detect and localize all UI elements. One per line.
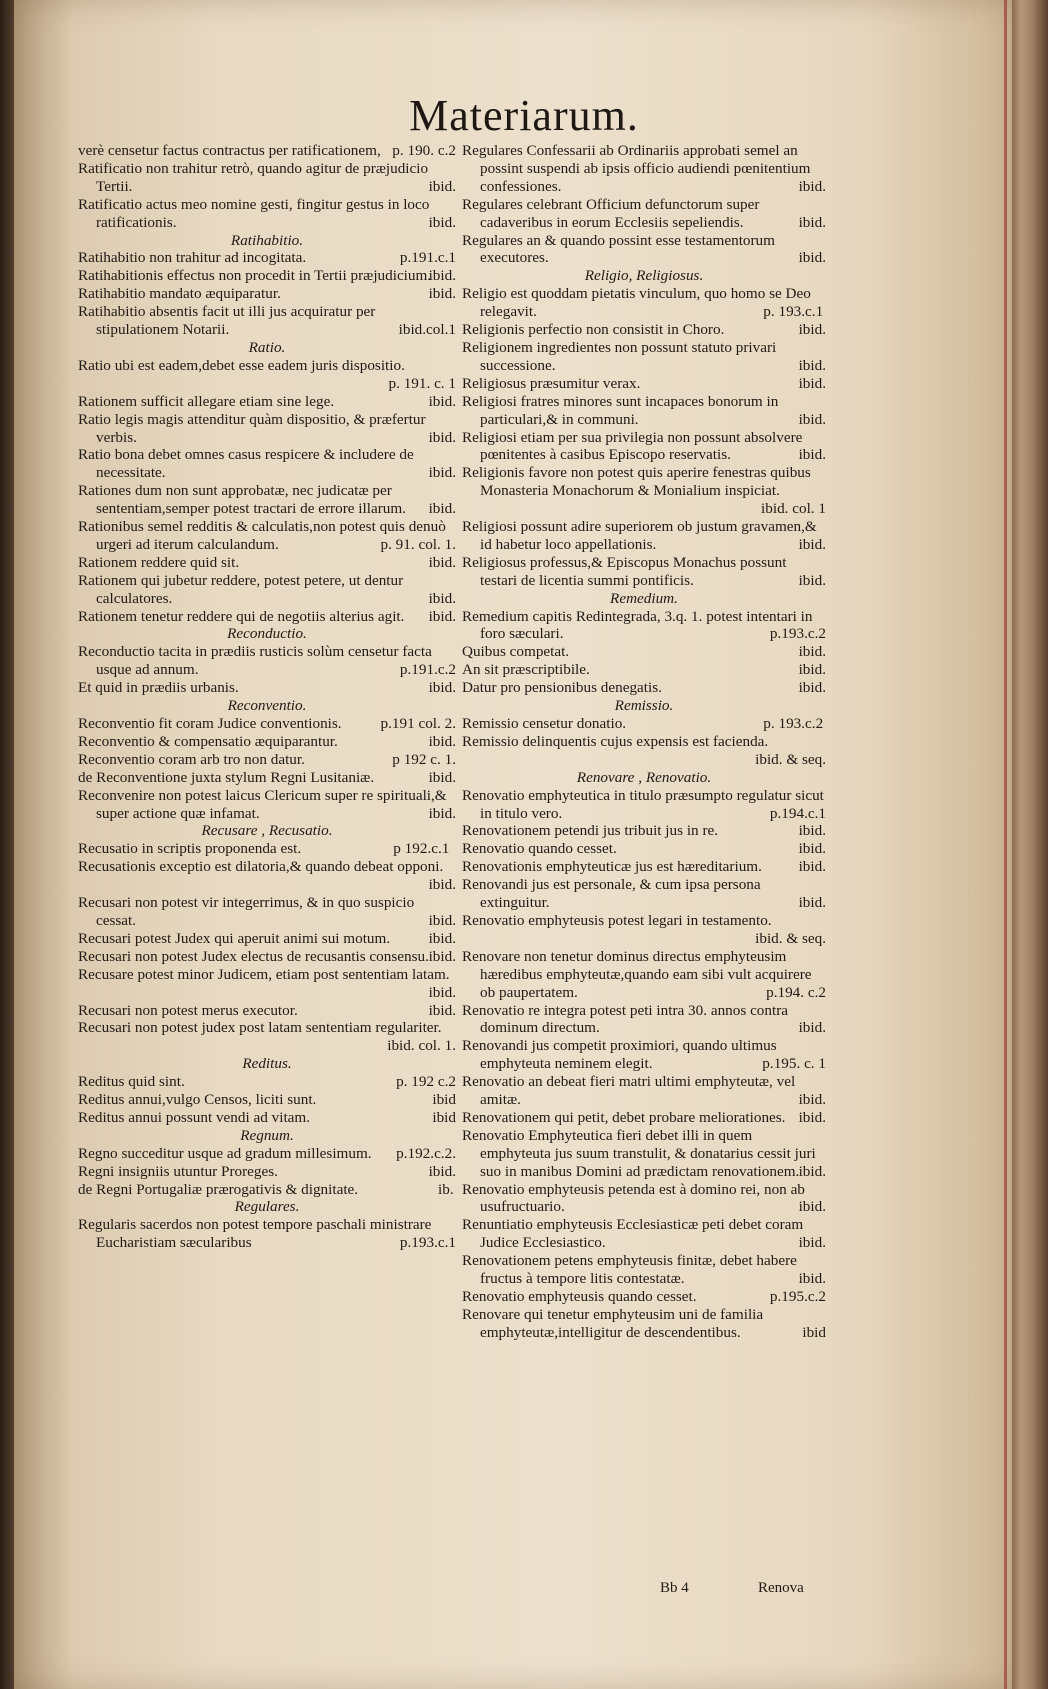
page-reference: ibid. [428, 911, 456, 929]
entry-text: Regulares Confessarii ab Ordinariis approbati semel an possint suspendi ab ipsis officio audiendi pœnitentium confessiones. [462, 142, 811, 195]
entry-text: Regni insigniis utuntur Proreges. [78, 1162, 278, 1180]
entry-text: Reditus quid sint. [78, 1073, 185, 1091]
index-heading: Renovare , Renovatio. [576, 768, 712, 786]
catchword: Renova [758, 1580, 804, 1596]
entry-text: Religionis perfectio non consistit in Choro. [462, 321, 725, 339]
entry-text: Religiosi fratres minores sunt incapaces bonorum in particulari,& in communi. [462, 392, 779, 428]
index-entry [78, 572, 456, 608]
page-reference: ibid. [798, 1234, 826, 1252]
page-reference: p.194. c.2 [766, 983, 826, 1001]
index-entry [462, 858, 826, 876]
entry-text: Ratio ubi est eadem,debet esse eadem juris dispositio. [78, 356, 405, 374]
page-reference: p.191.c.1 [399, 249, 456, 267]
index-entry [78, 679, 456, 697]
entry-text: Rationem qui jubetur reddere, potest petere, ut dentur calculatores. [78, 571, 404, 607]
signature-mark: Bb 4 [660, 1580, 689, 1596]
page-reference: ibid. col. 1 [761, 500, 826, 518]
page-reference: ibid. [428, 500, 456, 518]
page-reference: ibid. [428, 804, 456, 822]
entry-text: Renovatio Emphyteutica fieri debet illi in quem emphyteuta jus suum transtulit, & donatarius cessit juri suo in manibus Domini ad prædictam renovationem. [462, 1126, 816, 1180]
index-entry [462, 679, 826, 697]
index-entry [78, 751, 456, 769]
entry-text: Religiosi possunt adire superiorem ob justum gravamen,& id habetur loco appellationis. [462, 518, 817, 553]
entry-text: Renovatio re integra potest peti intra 30. annos contra dominum directum. [462, 1001, 789, 1037]
entry-text: Reditus annui possunt vendi ad vitam. [78, 1108, 311, 1126]
entry-text: Renovatio emphyteusis potest legari in testamento. [462, 911, 772, 929]
page-reference: ibid. [428, 285, 456, 303]
page-reference: ibid. [798, 858, 826, 876]
index-column-left [78, 142, 456, 1562]
page-reference: p. 91. col. 1. [380, 535, 456, 553]
index-entry [78, 393, 456, 411]
entry-text: Renovandi jus competit proximiori, quando ultimus emphyteuta neminem elegit. [462, 1037, 777, 1073]
page-reference: ibid. [798, 213, 826, 231]
index-heading: Remissio. [614, 697, 674, 715]
entry-text: Reconventio & compensatio æquiparantur. [78, 732, 338, 750]
page-reference: ibid. [428, 876, 456, 894]
index-entry [462, 822, 826, 840]
index-entry [78, 303, 456, 339]
index-entry [462, 393, 826, 429]
index-entry [462, 1216, 826, 1252]
page-reference: ibid. [798, 410, 826, 428]
entry-text: Rationem reddere quid sit. [78, 553, 240, 571]
page-reference: p. 191. c. 1 [388, 374, 456, 392]
page-reference: ibid. [428, 428, 456, 446]
entry-text: Religiosi etiam per sua privilegia non possunt absolvere pœnitentes à casibus Episcopo reservatis. [462, 428, 803, 464]
index-heading: Ratihabitio. [230, 231, 304, 249]
index-column-right [462, 142, 826, 1562]
entry-text: de Regni Portugaliæ prærogativis & dignitate. [78, 1180, 359, 1198]
page-reference: ibid. [428, 213, 456, 231]
index-heading: Regnum. [240, 1126, 294, 1144]
page-reference: ibid [432, 1091, 456, 1109]
entry-text: Regno succeditur usque ad gradum millesimum. [78, 1144, 372, 1162]
index-entry [462, 1288, 826, 1306]
entry-text: Recusari non potest judex post latam sententiam regulariter. [78, 1019, 442, 1037]
page-reference: ibid. [428, 732, 456, 750]
page-reference: p. 190. c.2 [392, 142, 456, 159]
page-reference: ibid. [798, 571, 826, 589]
page-reference: ib. [438, 1180, 454, 1198]
entry-text: Recusare potest minor Judicem, etiam post sententiam latam. [78, 965, 450, 983]
index-entry [78, 1109, 456, 1127]
page-reference: ibid. col. 1. [387, 1037, 456, 1055]
index-entry [462, 608, 826, 644]
entry-text: verè censetur factus contractus per ratificationem, [78, 142, 381, 159]
page-reference: ibid. [798, 446, 826, 464]
index-entry [462, 232, 826, 268]
page-reference: ibid. [798, 1198, 826, 1216]
page-reference: p. 193.c.1 [763, 303, 824, 321]
page-reference: ibid. & seq. [755, 929, 826, 947]
page-reference: ibid. [428, 464, 456, 482]
entry-text: Ratihabitio non trahitur ad incogitata. [78, 249, 307, 267]
index-entry [78, 446, 456, 482]
entry-text: Renovare non tenetur dominus directus emphyteusim hæredibus emphyteutæ,quando eam sibi vult acquirere ob paupertatem. [462, 947, 812, 1001]
index-entry [462, 1127, 826, 1181]
entry-text: Renovatio emphyteusis quando cesset. [462, 1288, 697, 1305]
entry-text: Ratihabitio absentis facit ut illi jus acquiratur per stipulationem Notarii. [78, 303, 376, 339]
index-entry [462, 643, 826, 661]
entry-text: Renovatio quando cesset. [462, 840, 617, 858]
entry-text: Rationes dum non sunt approbatæ, nec judicatæ per sententiam,semper potest tractari de errore illarum. [78, 482, 406, 518]
index-entry [78, 769, 456, 787]
page-reference: ibid. [428, 392, 456, 410]
entry-text: An sit præscriptibile. [462, 661, 590, 679]
page-reference: ibid. [798, 535, 826, 553]
page-reference: p.195.c.2 [769, 1288, 826, 1305]
index-entry [78, 608, 456, 626]
entry-text: Renovatio emphyteutica in titulo præsumpto regulatur sicut in titulo vero. [462, 786, 824, 822]
page-reference: ibid. [798, 840, 826, 858]
page-reference: ibid. [798, 1019, 826, 1037]
page-reference: ibid. [428, 607, 456, 625]
entry-text: Recusatio in scriptis proponenda est. [78, 840, 302, 858]
entry-text: Ratificatio actus meo nomine gesti, fingitur gestus in loco ratificationis. [78, 195, 430, 231]
page-reference: p 192 c. 1. [392, 750, 456, 768]
page-reference: p.195. c. 1 [762, 1055, 826, 1073]
index-entry [78, 1145, 456, 1163]
index-entry [462, 1181, 826, 1217]
index-entry [78, 411, 456, 447]
entry-text: Datur pro pensionibus denegatis. [462, 679, 662, 697]
entry-text: Recusari non potest vir integerrimus, & in quo suspicio cessat. [78, 894, 415, 929]
page-reference: ibid. [428, 768, 456, 786]
entry-text: Recusationis exceptio est dilatoria,& quando debeat opponi. [78, 858, 444, 876]
index-entry [78, 160, 456, 196]
index-entry [78, 1091, 456, 1109]
entry-text: Remedium capitis Redintegrada, 3.q. 1. potest intentari in foro sæculari. [462, 607, 813, 643]
index-entry [462, 429, 826, 465]
index-entry [78, 267, 456, 285]
page-header: Materiarum. [409, 91, 639, 140]
index-entry [78, 787, 456, 823]
index-entry [462, 948, 826, 1002]
entry-text: Renovatio an debeat fieri matri ultimi emphyteutæ, vel amitæ. [462, 1073, 796, 1109]
entry-text: Quibus competat. [462, 643, 570, 661]
page-reference: p.193.c.2 [769, 625, 826, 643]
index-entry [462, 787, 826, 823]
index-entry [78, 554, 456, 572]
index-entry [78, 1002, 456, 1020]
page-reference: p.193.c.1 [399, 1234, 456, 1252]
page-reference: ibid. [798, 822, 826, 840]
page-reference: ibid. [798, 1270, 826, 1288]
index-heading: Religio, Religiosus. [584, 267, 704, 285]
index-heading: Recusare , Recusatio. [201, 822, 333, 840]
index-entry [462, 321, 826, 339]
index-entry [78, 858, 456, 894]
index-entry [462, 1073, 826, 1109]
page-reference: ibid. [428, 1162, 456, 1180]
page-reference: ibid. & seq. [755, 750, 826, 768]
entry-text: Regularis sacerdos non potest tempore paschali ministrare Eucharistiam sæcularibus [78, 1216, 432, 1252]
index-entry [78, 1181, 456, 1199]
entry-text: Recusari non potest Judex electus de recusantis consensu. [78, 947, 429, 965]
entry-text: Regulares an & quando possint esse testamentorum executores. [462, 231, 775, 267]
entry-text: Renuntiatio emphyteusis Ecclesiasticæ peti debet coram Judice Ecclesiastico. [462, 1216, 804, 1252]
entry-text: Renovare qui tenetur emphyteusim uni de familia emphyteutæ,intelligitur de descendentibus. [462, 1305, 764, 1341]
page-reference: ibid. [428, 983, 456, 1001]
page-reference: ibid. [428, 553, 456, 571]
entry-text: Religio est quoddam pietatis vinculum, quo homo se Deo relegavit. [462, 285, 811, 321]
page-reference: ibid [432, 1108, 456, 1126]
index-entry [462, 715, 826, 733]
page-reference: ibid. [428, 177, 456, 195]
index-entry [462, 1252, 826, 1288]
entry-text: Renovationem petens emphyteusis finitæ, debet habere fructus à tempore litis contestatæ. [462, 1252, 797, 1288]
index-entry [78, 894, 456, 930]
entry-text: Ratificatio non trahitur retrò, quando agitur de præjudicio Tertii. [78, 159, 429, 195]
index-entry [78, 1216, 456, 1252]
index-entry [462, 196, 826, 232]
entry-text: Rationem tenetur reddere qui de negotiis alterius agit. [78, 607, 405, 625]
page-reference: ibid. [798, 177, 826, 195]
page-reference: p.194.c.1 [769, 804, 826, 822]
index-entry [462, 375, 826, 393]
index-heading: Remedium. [610, 589, 678, 607]
page-reference: ibid. [428, 947, 456, 965]
entry-text: Et quid in prædiis urbanis. [78, 679, 239, 697]
index-heading: Reditus. [242, 1055, 292, 1073]
index-entry [78, 142, 456, 160]
page-reference: ibid. [798, 1108, 826, 1126]
index-heading: Regulares. [234, 1198, 300, 1216]
index-entry [78, 518, 456, 554]
index-heading: Reconductio. [227, 625, 307, 643]
entry-text: Reconventio coram arb tro non datur. [78, 750, 305, 768]
page-reference: ibid. [798, 661, 826, 679]
page-reference: ibid. [428, 589, 456, 607]
page-reference: ibid [802, 1323, 826, 1341]
entry-text: Recusari potest Judex qui aperuit animi sui motum. [78, 929, 391, 947]
index-entry [462, 840, 826, 858]
index-entry [462, 339, 826, 375]
page-reference: ibid. [798, 356, 826, 374]
page-reference: ibid. [428, 267, 456, 285]
entry-text: Religionis favore non potest quis aperire fenestras quibus Monasteria Monachorum & Monialium inspiciat. [462, 464, 811, 500]
entry-text: Renovationis emphyteuticæ jus est hæreditarium. [462, 858, 762, 876]
index-entry [462, 733, 826, 769]
index-entry [78, 715, 456, 733]
page-reference: ibid. [428, 679, 456, 697]
index-entry [78, 357, 456, 393]
index-entry [78, 643, 456, 679]
index-entry [78, 1073, 456, 1091]
page-reference: ibid.col.1 [398, 321, 456, 339]
entry-text: Recusari non potest merus executor. [78, 1001, 298, 1019]
page-reference: ibid. [798, 643, 826, 661]
index-entry [462, 661, 826, 679]
entry-text: Religiosus præsumitur verax. [462, 374, 641, 392]
entry-text: Religionem ingredientes non possunt statuto privari successione. [462, 338, 777, 374]
entry-text: Rationibus semel redditis & calculatis,non potest quis denuò urgeri ad iterum calculandum. [78, 518, 446, 553]
entry-text: Renovationem qui petit, debet probare meliorationes. [462, 1108, 786, 1126]
page-reference: p. 192 c.2 [396, 1073, 456, 1091]
page-reference: p.192.c.2. [396, 1144, 456, 1162]
entry-text: Remissio delinquentis cujus expensis est facienda. [462, 732, 769, 750]
index-entry [462, 1306, 826, 1342]
page-reference: ibid. [798, 1162, 826, 1180]
entry-text: Rationem sufficit allegare etiam sine lege. [78, 392, 335, 410]
index-entry [462, 912, 826, 948]
entry-text: Renovatio emphyteusis petenda est à domino rei, non ab usufructuario. [462, 1180, 805, 1216]
index-entry [462, 1037, 826, 1073]
entry-text: Renovandi jus est personale, & cum ipsa persona extinguitur. [462, 876, 761, 912]
index-entry [78, 948, 456, 966]
page-reference: ibid. [798, 249, 826, 267]
index-entry [462, 285, 826, 321]
entry-text: Religiosus professus,& Episcopus Monachus possunt testari de licentia summi pontificis. [462, 553, 787, 589]
index-entry [78, 733, 456, 751]
entry-text: Reconventio fit coram Judice conventionis. [78, 715, 342, 732]
page-reference: p.191 col. 2. [380, 715, 456, 732]
entry-text: Renovationem petendi jus tribuit jus in re. [462, 822, 719, 840]
index-entry [78, 930, 456, 948]
page-reference: ibid. [798, 679, 826, 697]
entry-text: Ratihabitio mandato æquiparatur. [78, 285, 281, 303]
page-reference: ibid. [428, 1001, 456, 1019]
entry-text: Remissio censetur donatio. [462, 715, 627, 732]
page-edge-red-line [1004, 0, 1007, 1689]
entry-text: Ratio legis magis attenditur quàm dispositio, & præfertur verbis. [78, 410, 426, 446]
page-reference: p.191.c.2 [399, 661, 456, 679]
page-reference: ibid. [798, 374, 826, 392]
index-entry [462, 464, 826, 518]
index-entry [78, 482, 456, 518]
index-entry [78, 249, 456, 267]
page-reference: p 192.c.1 [393, 840, 450, 858]
entry-text: Reconductio tacita in prædiis rusticis solùm censetur facta usque ad annum. [78, 643, 432, 679]
index-heading: Reconventio. [227, 697, 307, 715]
index-entry [78, 285, 456, 303]
index-heading: Ratio. [248, 338, 286, 356]
index-entry [462, 554, 826, 590]
entry-text: Reconvenire non potest laicus Clericum super re spirituali,& super actione quæ infamat. [78, 786, 447, 822]
next-page-edge [1012, 0, 1048, 1689]
page-reference: p. 193.c.2 [763, 715, 824, 732]
index-entry [78, 1163, 456, 1181]
index-entry [78, 196, 456, 232]
page-reference: ibid. [798, 1091, 826, 1109]
index-entry [462, 1109, 826, 1127]
entry-text: Reditus annui,vulgo Censos, liciti sunt. [78, 1091, 317, 1109]
index-entry [78, 966, 456, 1002]
entry-text: Ratihabitionis effectus non procedit in Tertii præjudicium. [78, 267, 432, 285]
index-entry [462, 1002, 826, 1038]
page-reference: ibid. [798, 894, 826, 912]
index-entry [78, 840, 456, 858]
page-reference: ibid. [798, 321, 826, 339]
index-entry [462, 142, 826, 196]
entry-text: Regulares celebrant Officium defunctorum super cadaveribus in eorum Ecclesiis sepeliendis. [462, 195, 760, 231]
index-entry [78, 1019, 456, 1055]
entry-text: Ratio bona debet omnes casus respicere & includere de necessitate. [78, 446, 414, 482]
entry-text: de Reconventione juxta stylum Regni Lusitaniæ. [78, 768, 375, 786]
page-reference: ibid. [428, 929, 456, 947]
index-entry [462, 518, 826, 554]
index-entry [462, 876, 826, 912]
